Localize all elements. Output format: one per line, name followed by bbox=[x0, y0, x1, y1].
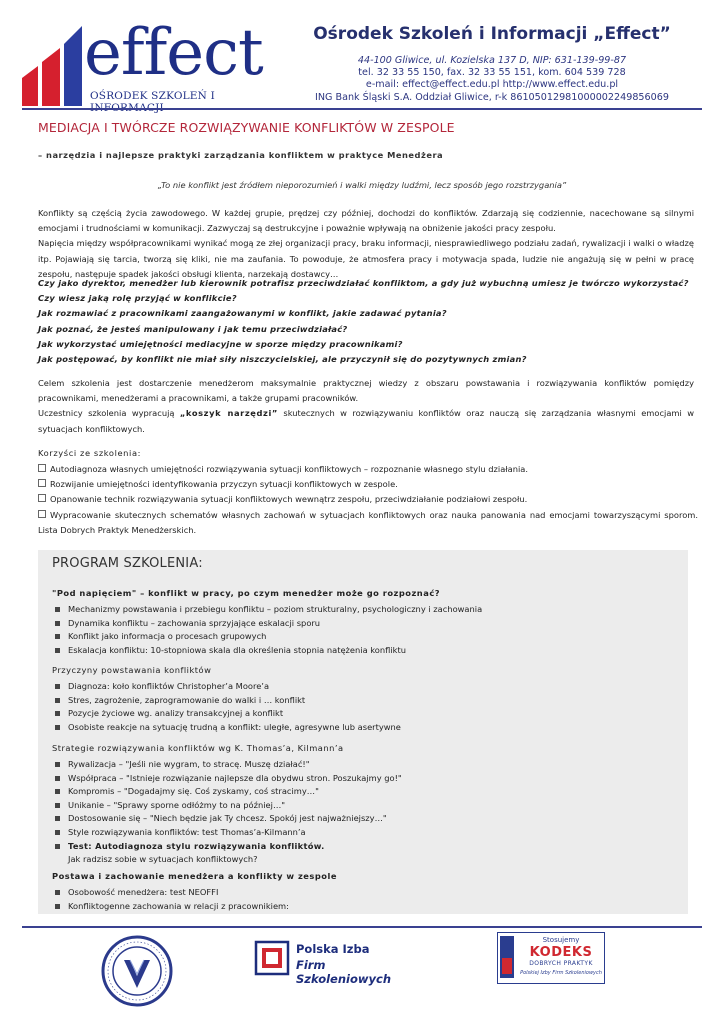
pifs-name-line1: Polska Izba bbox=[296, 942, 370, 956]
program-item bbox=[52, 772, 672, 786]
program-box bbox=[38, 550, 688, 914]
question-item: Jak postępować, by konflikt nie miał siły niszczycielskiej, ale przyczynił się do pozytywnych zmian? bbox=[38, 354, 527, 365]
bank-line: ING Bank Śląski S.A. Oddział Gliwice, r-k 86105012981000002249856069 bbox=[315, 91, 669, 103]
program-item-test bbox=[52, 840, 672, 867]
program-item-text: Test: Autodiagnoza stylu rozwiązywania konfliktów. bbox=[68, 840, 325, 851]
program-section-items bbox=[52, 680, 672, 734]
benefit-item bbox=[38, 462, 698, 477]
udt-cert-logo bbox=[100, 934, 174, 1008]
goal-paragraphs bbox=[38, 376, 694, 437]
bullet-square-icon bbox=[55, 634, 60, 639]
document-title: MEDIACJA I TWÓRCZE ROZWIĄZYWANIE KONFLIKTÓW W ZESPOLE bbox=[38, 120, 455, 135]
program-item bbox=[52, 617, 672, 631]
bullet-square-icon bbox=[55, 816, 60, 821]
badge-pif-text: Polskiej Izby Firm Szkoleniowych bbox=[520, 970, 602, 976]
address-line: 44-100 Gliwice, ul. Kozielska 137 D, NIP: 631-139-99-87 bbox=[357, 55, 627, 66]
program-item bbox=[52, 707, 672, 721]
question-list bbox=[38, 276, 698, 367]
program-item-text: Style rozwiązywania konfliktów: test Thomas’a-Kilmann’a bbox=[68, 826, 306, 837]
logo-subtitle: OŚRODEK SZKOLEŃ I bbox=[90, 90, 215, 102]
program-item-text: Pozycje życiowe wg. analizy transakcyjnej a konflikt bbox=[68, 708, 284, 719]
program-item-text: Dynamika konfliktu – zachowania sprzyjające eskalacji sporu bbox=[68, 617, 321, 628]
checkbox-glyph-icon bbox=[38, 494, 46, 502]
intro-paragraphs bbox=[38, 206, 694, 282]
bullet-square-icon bbox=[55, 904, 60, 909]
logo-bars-icon bbox=[20, 18, 90, 108]
program-item-text: Rywalizacja – "Jeśli nie wygram, to stracę. Muszę działać!" bbox=[68, 759, 310, 769]
bullet-square-icon bbox=[55, 725, 60, 730]
goal-paragraph-2 bbox=[38, 406, 694, 436]
bullet-square-icon bbox=[55, 844, 60, 849]
bullet-square-icon bbox=[55, 621, 60, 626]
bullet-square-icon bbox=[55, 711, 60, 716]
bullet-square-icon bbox=[55, 698, 60, 703]
program-item bbox=[52, 812, 672, 826]
goal-text-pre: Uczestnicy szkolenia wypracują bbox=[38, 408, 180, 419]
program-item bbox=[52, 758, 672, 772]
program-item bbox=[52, 694, 672, 708]
phone-line: tel. 32 33 55 150, fax. 32 33 55 151, kom. 604 539 728 bbox=[358, 67, 626, 79]
bullet-square-icon bbox=[55, 830, 60, 835]
document-subtitle: – narzędzia i najlepsze praktyki zarządzania konfliktem w praktyce Menedżera bbox=[38, 150, 444, 160]
question-item: Jak wykorzystać umiejętności mediacyjne w sporze między pracownikami? bbox=[38, 338, 403, 349]
program-item-text: Osobowość menedżera: test NEOFFI bbox=[68, 887, 219, 897]
footer-divider bbox=[22, 926, 702, 928]
bullet-square-icon bbox=[55, 607, 60, 612]
program-title: PROGRAM SZKOLENIA: bbox=[52, 556, 203, 571]
benefit-text: Rozwijanie umiejętności identyfikowania przyczyn sytuacji konfliktowych w zespole. bbox=[50, 479, 398, 490]
goal-paragraph: Celem szkolenia jest dostarczenie menedżerom maksymalnie praktycznej wiedzy z obszaru powstawania i rozwiązywania konfliktów pomiędzy pracownikami, menedżerami a pracownikami, a także grupami pracowników. bbox=[38, 378, 694, 404]
program-item-text: Dostosowanie się – "Niech będzie jak Ty chcesz. Spokój jest najważniejszy…" bbox=[68, 813, 387, 824]
effect-logo bbox=[20, 18, 280, 108]
program-item-continuation: Jak radzisz sobie w sytuacjach konfliktowych? bbox=[68, 854, 258, 865]
program-item-text: Osobiste reakcje na sytuację trudną a konflikt: uległe, agresywne lub asertywne bbox=[68, 721, 401, 732]
bullet-square-icon bbox=[55, 648, 60, 653]
letterhead bbox=[0, 0, 724, 108]
program-item bbox=[52, 721, 672, 735]
question-item: Jak rozmawiać z pracownikami zaangażowanymi w konflikt, jakie zadawać pytania? bbox=[38, 308, 447, 319]
badge-flag-accent-icon bbox=[502, 958, 512, 974]
program-section-heading: Postawa i zachowanie menedżera a konflikty w zespole bbox=[52, 871, 337, 881]
toolkit-phrase: „koszyk narzędzi” bbox=[179, 408, 278, 419]
bullet-square-icon bbox=[55, 789, 60, 794]
organization-name: Ośrodek Szkoleń i Informacji „Effect” bbox=[313, 24, 671, 44]
question-item: Jak poznać, że jesteś manipulowany i jak temu przeciwdziałać? bbox=[38, 323, 348, 334]
program-item-text: Konfliktogenne zachowania w relacji z pracownikiem: bbox=[68, 900, 289, 911]
badge-dobrych-text: DOBRYCH PRAKTYK bbox=[529, 960, 593, 967]
program-item bbox=[52, 826, 672, 840]
program-item-text: Kompromis – "Dogadajmy się. Coś zyskamy, coś stracimy…" bbox=[68, 786, 319, 797]
program-item bbox=[52, 900, 672, 914]
program-item-text: Unikanie – "Sprawy sporne odłóżmy to na później…" bbox=[68, 799, 286, 810]
program-item bbox=[52, 785, 672, 799]
goal-text-post: skutecznych w rozwiązywaniu konfliktów oraz nauczą się zarządzania własnymi emocjami w sytuacjach konfliktowych. bbox=[38, 408, 694, 434]
checkbox-glyph-icon bbox=[38, 510, 46, 518]
organization-contact bbox=[282, 55, 702, 104]
pifs-name-line2: Firm Szkoleniowych bbox=[296, 958, 392, 986]
program-item-text: Eskalacja konfliktu: 10-stopniowa skala dla określenia stopnia natężenia konfliktu bbox=[68, 644, 406, 655]
badge-top-text: Stosujemy bbox=[542, 936, 580, 944]
benefit-text: Autodiagnoza własnych umiejętności rozwiązywania sytuacji konfliktowych – rozpoznanie własnego stylu działania. bbox=[50, 464, 529, 474]
bullet-square-icon bbox=[55, 776, 60, 781]
program-item-text: Konflikt jako informacja o procesach grupowych bbox=[68, 631, 267, 642]
motto-quote: „To nie konflikt jest źródłem nieporozumień i walki między ludźmi, lecz sposób jego rozstrzygania” bbox=[157, 180, 567, 190]
program-item bbox=[52, 644, 672, 658]
bullet-square-icon bbox=[55, 890, 60, 895]
benefit-item bbox=[38, 492, 698, 507]
logo-wordmark: effect bbox=[84, 16, 263, 90]
program-item-text: Współpraca – "Istnieje rozwiązanie najlepsze dla obydwu stron. Poszukajmy go!" bbox=[68, 772, 402, 783]
program-item-text: Diagnoza: koło konfliktów Christopher’a Moore’a bbox=[68, 681, 270, 691]
program-item bbox=[52, 799, 672, 813]
pifs-emblem-icon bbox=[254, 940, 290, 976]
certification-seal-icon bbox=[100, 934, 174, 1008]
program-section-items bbox=[52, 886, 672, 913]
question-item: Czy jako dyrektor, menedżer lub kierownik potrafisz przeciwdziałać konfliktom, a gdy już wybuchną umiesz je twórczo wykorzystać? bbox=[38, 278, 689, 288]
checkbox-glyph-icon bbox=[38, 479, 46, 487]
intro-paragraph: Napięcia między współpracownikami wynikać mogą ze złej organizacji pracy, braku informacji, niesprawiedliwego podziału zadań, rywalizacji i walki o władzę itp. Pojawiają się tarcia, tworzą się kliki, nie ma zaufania. To powoduje, że atmosfera pracy i motywacja spada, ludzie nie angażują się w pełni w pracę zespołu, następuje spadek jakości obsługi klienta, narzekają dostawcy… bbox=[38, 238, 694, 279]
benefit-text: Wypracowanie skutecznych schematów własnych zachowań w sytuacjach konfliktowych oraz nauka panowania nad emocjami towarzyszącymi sporom. Lista Dobrych Praktyk Menedżerskich. bbox=[38, 509, 698, 535]
polska-izba-logo bbox=[252, 940, 422, 986]
program-section-items bbox=[52, 758, 672, 867]
bullet-square-icon bbox=[55, 803, 60, 808]
benefit-item bbox=[38, 477, 698, 492]
web-line[interactable]: e-mail: effect@effect.edu.pl http://www.effect.edu.pl bbox=[365, 79, 619, 91]
badge-kodeks-text: KODEKS bbox=[529, 945, 593, 960]
benefits-list bbox=[38, 462, 698, 538]
benefit-item bbox=[38, 508, 698, 538]
bullet-square-icon bbox=[55, 684, 60, 689]
question-item: Czy wiesz jaką rolę przyjąć w konflikcie? bbox=[38, 293, 237, 304]
header-divider bbox=[22, 108, 702, 110]
intro-paragraph: Konflikty są częścią życia zawodowego. W każdej grupie, prędzej czy później, dochodzi do konfliktów. Zdarzają się codziennie, nacechowane są silnymi emocjami i trudnościami w komunikacji. Zazwyczaj są destrukcyjne i poważnie wpływają na obniżenie jakości pracy zespołu. bbox=[38, 208, 694, 234]
benefits-heading: Korzyści ze szkolenia: bbox=[38, 448, 142, 458]
program-item bbox=[52, 680, 672, 694]
bullet-square-icon bbox=[55, 762, 60, 767]
program-section-items bbox=[52, 603, 672, 657]
program-item-text: Mechanizmy powstawania i przebiegu konfliktu – poziom strukturalny, psychologiczny i zachowania bbox=[68, 604, 483, 614]
program-section-heading: Strategie rozwiązywania konfliktów wg K. Thomas’a, Kilmann’a bbox=[52, 743, 344, 753]
program-section-heading: "Pod napięciem" – konflikt w pracy, po czym menedżer może go rozpoznać? bbox=[52, 588, 441, 598]
program-item bbox=[52, 630, 672, 644]
program-section-heading: Przyczyny powstawania konfliktów bbox=[52, 665, 212, 675]
checkbox-glyph-icon bbox=[38, 464, 46, 472]
benefit-text: Opanowanie technik rozwiązywania sytuacji konfliktowych wewnątrz zespołu, przeciwdziałanie podziałowi zespołu. bbox=[50, 494, 528, 505]
program-item bbox=[52, 886, 672, 900]
kodeks-dobrych-praktyk-badge bbox=[497, 932, 605, 984]
program-item bbox=[52, 603, 672, 617]
program-item-text: Stres, zagrożenie, zaprogramowanie do walki i … konflikt bbox=[68, 694, 306, 705]
